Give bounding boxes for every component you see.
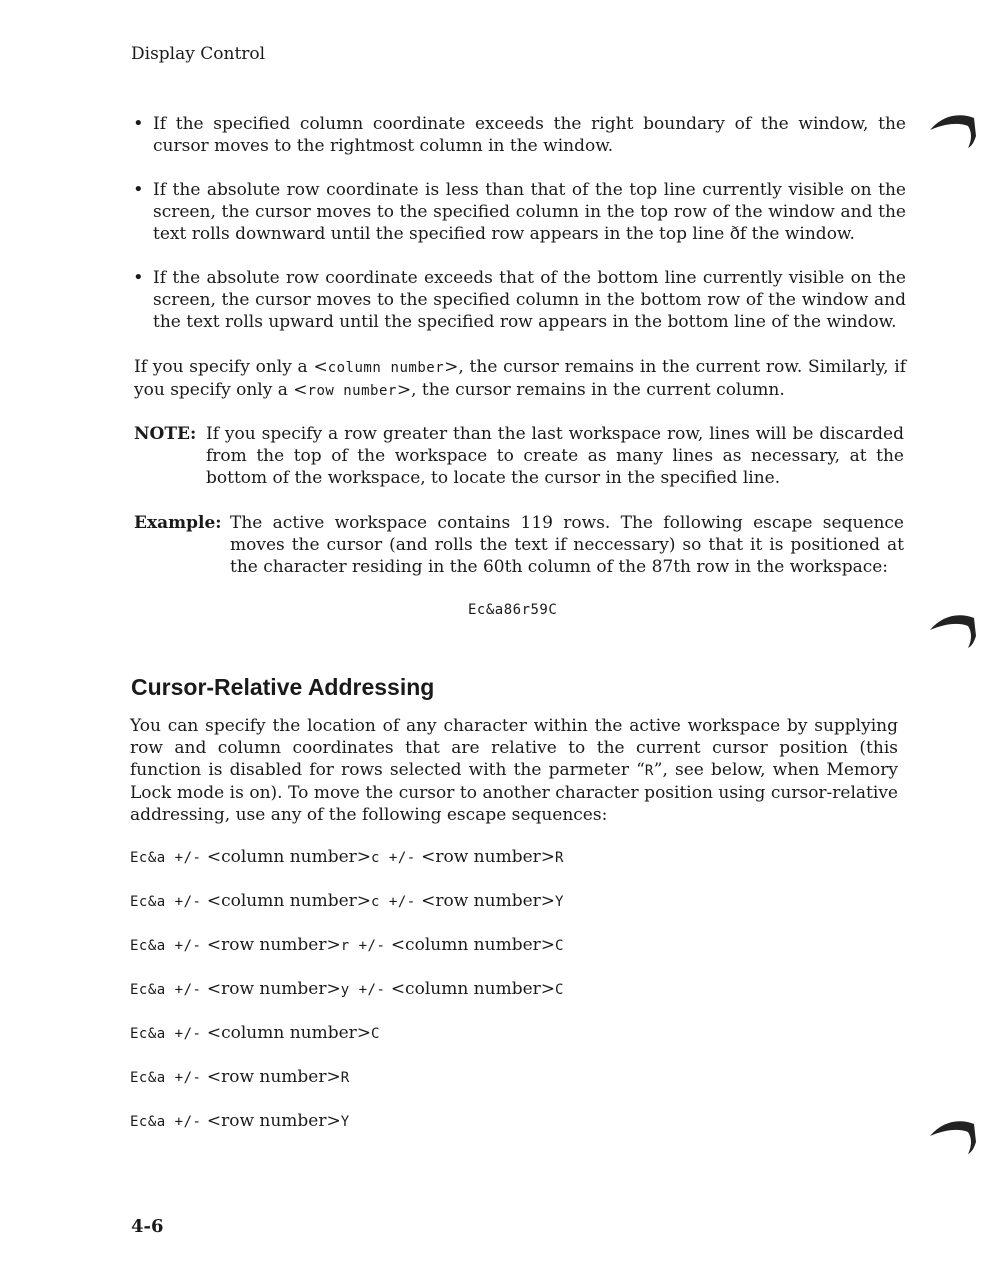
example-text: The active workspace contains 119 rows. The following escape sequence moves the cursor (and rolls the text if neccessary) so that it is positioned at the character residing in the 60th column of the 87th row in the workspace: (230, 513, 904, 577)
bullet-item: • If the absolute row coordinate exceeds that of the bottom line currently visible on the screen, the cursor moves to the specified column in the bottom row of the window and the text rolls upward until the specified row appears in the bottom line of the window. (131, 267, 906, 333)
note-text: If you specify a row greater than the last workspace row, lines will be discarded from the top of the workspace to create as many lines as necessary, at the bottom of the workspace, to locate the cursor in the specified line. (206, 424, 904, 488)
section-heading: Cursor-Relative Addressing (131, 674, 435, 700)
escape-sequence-item: Ec&a +/- <column number>C (130, 1023, 380, 1043)
example-label: Example: (134, 513, 222, 533)
bullet-item: • If the specified column coordinate exceeds the right boundary of the window, the cursor moves to the rightmost column in the window. (131, 113, 906, 157)
escape-sequence-item: Ec&a +/- <row number>r +/- <column number>C (130, 935, 564, 955)
escape-sequence-item: Ec&a +/- <column number>c +/- <row number>R (130, 847, 564, 867)
row-number-code: row number (307, 383, 397, 399)
escape-sequence-item: Ec&a +/- <row number>R (130, 1067, 350, 1087)
binder-tab-mark-icon (928, 606, 980, 652)
cursor-relative-paragraph: You can specify the location of any character within the active workspace by supplying row and column coordinates that are relative to the current cursor position (this function is disabled for rows selected with the parmeter “R”, see below, when Memory Lock mode is on). To move the cursor to another character position using cursor-relative addressing, use any of the following escape sequences: (130, 716, 898, 825)
example-block (134, 512, 904, 578)
column-number-code: column number (327, 360, 445, 376)
bullet-item: • If the absolute row coordinate is less than that of the top line currently visible on the screen, the cursor moves to the specified column in the top row of the window and the text rolls downward until the specified row appears in the top line ðf the window. (131, 179, 906, 245)
example-escape-sequence: Ec&a86r59C (468, 602, 558, 618)
page-number: 4-6 (131, 1216, 164, 1237)
binder-tab-mark-icon (928, 1112, 980, 1158)
condition-bullet-list (131, 113, 906, 355)
escape-sequence-item: Ec&a +/- <row number>y +/- <column number>C (130, 979, 564, 999)
parameter-r-code: R (644, 763, 654, 779)
single-coordinate-paragraph: If you specify only a <column number>, the cursor remains in the current row. Similarly, if you specify only a <row number>, the cursor remains in the current column. (134, 357, 907, 400)
note-block (134, 423, 904, 489)
escape-sequence-list (130, 846, 564, 1154)
running-header: Display Control (131, 44, 266, 64)
escape-sequence-item: Ec&a +/- <row number>Y (130, 1111, 350, 1131)
binder-tab-mark-icon (928, 106, 980, 152)
escape-sequence-item: Ec&a +/- <column number>c +/- <row number>Y (130, 891, 564, 911)
note-label: NOTE: (134, 424, 197, 444)
